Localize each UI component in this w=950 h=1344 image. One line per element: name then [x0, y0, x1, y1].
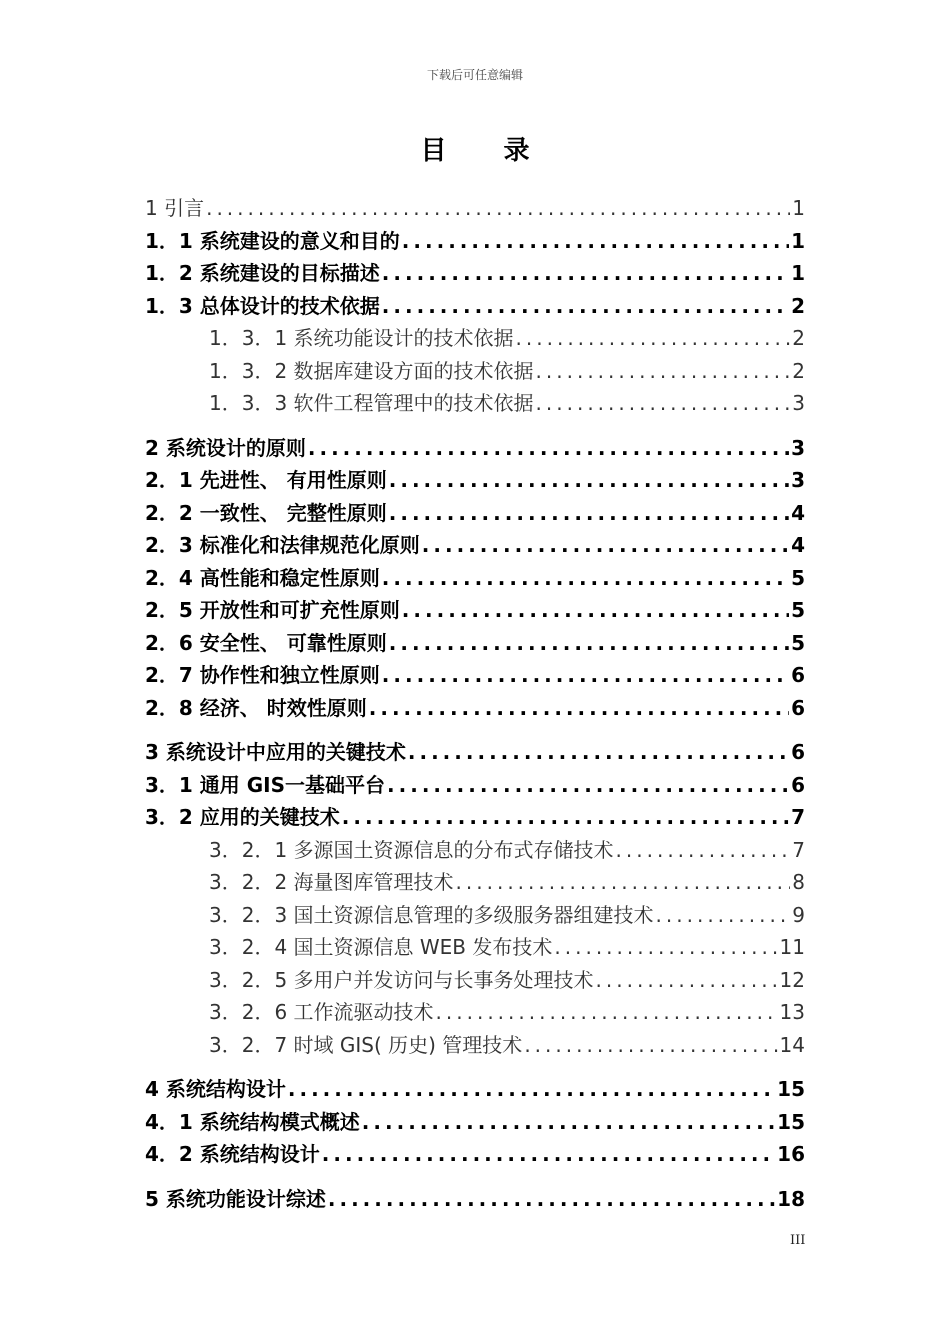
toc-dot-leader — [308, 432, 789, 465]
toc-entry[interactable] — [145, 692, 805, 725]
toc-dot-leader — [554, 931, 777, 964]
toc-entry[interactable] — [145, 866, 805, 899]
toc-dot-leader — [389, 464, 789, 497]
toc-entry-page: 1 — [792, 196, 805, 220]
toc-dot-leader — [382, 257, 789, 290]
toc-entry-title: 4 系统结构设计 — [145, 1077, 286, 1101]
toc-entry-page: 4 — [791, 533, 805, 557]
toc-entry[interactable] — [145, 1029, 805, 1062]
toc-entry-title: 1 引言 — [145, 196, 205, 220]
toc-entry-page: 2 — [792, 358, 805, 383]
toc-entry[interactable] — [145, 594, 805, 627]
toc-entry-page: 6 — [791, 772, 805, 797]
toc-entry-page: 6 — [791, 740, 805, 764]
toc-entry-title: 2．8 经济、 时效性原则 — [145, 695, 367, 720]
toc-entry-title: 2．6 安全性、 可靠性原则 — [145, 630, 387, 655]
toc-entry[interactable] — [145, 192, 805, 225]
toc-dot-leader — [456, 866, 791, 899]
toc-entry-title: 2．4 高性能和稳定性原则 — [145, 565, 380, 590]
toc-dot-leader — [524, 1029, 777, 1062]
toc-entry-page: 15 — [777, 1109, 805, 1134]
toc-dot-leader — [422, 529, 789, 562]
toc-entry-page: 8 — [792, 870, 805, 894]
toc-entry[interactable] — [145, 769, 805, 802]
toc-entry[interactable] — [145, 996, 805, 1029]
toc-dot-leader — [596, 964, 778, 997]
toc-entry-title: 3．2．4 国土资源信息 WEB 发布技术 — [209, 935, 553, 959]
toc-entry[interactable] — [145, 964, 805, 997]
toc-entry[interactable] — [145, 562, 805, 595]
toc-dot-leader — [288, 1073, 775, 1106]
toc-entry-title: 2 系统设计的原则 — [145, 435, 306, 460]
toc-dot-leader — [536, 355, 791, 388]
toc-dot-leader — [436, 996, 778, 1029]
toc-entry-title: 4．1 系统结构模式概述 — [145, 1109, 360, 1134]
toc-entry[interactable] — [145, 464, 805, 497]
toc-entry-title: 3．2．3 国土资源信息管理的多级服务器组建技术 — [209, 902, 654, 927]
toc-entry-title: 1．1 系统建设的意义和目的 — [145, 228, 400, 253]
toc-entry-title: 3 系统设计中应用的关键技术 — [145, 740, 406, 764]
toc-dot-leader — [206, 192, 790, 225]
toc-entry-page: 5 — [791, 598, 805, 622]
toc-entry[interactable] — [145, 355, 805, 388]
toc-dot-leader — [369, 692, 789, 725]
table-of-contents — [145, 192, 805, 1215]
toc-dot-leader — [402, 594, 789, 627]
toc-entry[interactable] — [145, 225, 805, 258]
toc-dot-leader — [322, 1138, 775, 1171]
toc-entry-title: 3．1 通用 GIS一基础平台 — [145, 772, 386, 797]
toc-entry-page: 11 — [779, 935, 805, 959]
toc-entry-page: 3 — [792, 391, 805, 415]
toc-entry[interactable] — [145, 931, 805, 964]
toc-entry[interactable] — [145, 322, 805, 355]
toc-dot-leader — [382, 562, 789, 595]
toc-entry-title: 1．3．3 软件工程管理中的技术依据 — [209, 391, 534, 415]
toc-dot-leader — [389, 627, 789, 660]
toc-entry-page: 13 — [779, 1000, 805, 1024]
toc-entry-title: 2．5 开放性和可扩充性原则 — [145, 598, 400, 622]
toc-entry-title: 3．2．7 时域 GIS( 历史) 管理技术 — [209, 1032, 523, 1057]
toc-entry-title: 4．2 系统结构设计 — [145, 1142, 320, 1166]
toc-entry-title: 5 系统功能设计综述 — [145, 1186, 326, 1211]
toc-dot-leader — [536, 387, 791, 420]
toc-entry[interactable] — [145, 1073, 805, 1106]
toc-entry-page: 1 — [791, 261, 805, 285]
toc-entry-page: 6 — [791, 663, 805, 687]
toc-dot-leader — [408, 736, 789, 769]
toc-entry[interactable] — [145, 387, 805, 420]
toc-entry-title: 3．2．1 多源国土资源信息的分布式存储技术 — [209, 837, 614, 862]
toc-entry-title: 3．2．2 海量图库管理技术 — [209, 870, 454, 894]
toc-entry-page: 3 — [791, 435, 805, 460]
header-note: 下载后可任意编辑 — [426, 68, 523, 82]
toc-entry-page: 16 — [777, 1142, 805, 1166]
toc-entry-title: 3．2．5 多用户并发访问与长事务处理技术 — [209, 967, 594, 992]
toc-entry-title: 1．3 总体设计的技术依据 — [145, 293, 380, 318]
toc-entry[interactable] — [145, 497, 805, 530]
toc-dot-leader — [328, 1183, 775, 1216]
toc-dot-leader — [362, 1106, 775, 1139]
toc-entry[interactable] — [145, 1106, 805, 1139]
toc-entry[interactable] — [145, 627, 805, 660]
toc-dot-leader — [616, 834, 791, 867]
toc-entry[interactable] — [145, 290, 805, 323]
toc-entry-page: 1 — [791, 228, 805, 253]
page-title: 目 录 — [420, 136, 554, 166]
toc-entry-page: 5 — [791, 630, 805, 655]
toc-entry[interactable] — [145, 257, 805, 290]
toc-dot-leader — [389, 497, 789, 530]
toc-entry-page: 3 — [791, 468, 805, 492]
toc-entry-page: 7 — [791, 805, 805, 829]
toc-entry-title: 2．3 标准化和法律规范化原则 — [145, 533, 420, 557]
toc-entry[interactable] — [145, 432, 805, 465]
toc-entry-title: 2．7 协作性和独立性原则 — [145, 663, 380, 687]
toc-entry-title: 3．2 应用的关键技术 — [145, 805, 340, 829]
toc-dot-leader — [656, 899, 791, 932]
toc-entry[interactable] — [145, 736, 805, 769]
toc-entry-title: 1．3．2 数据库建设方面的技术依据 — [209, 358, 534, 383]
toc-dot-leader — [342, 801, 789, 834]
toc-entry-title: 1．3．1 系统功能设计的技术依据 — [209, 326, 514, 350]
toc-dot-leader — [402, 225, 789, 258]
toc-entry-page: 7 — [792, 837, 805, 862]
toc-entry[interactable] — [145, 1183, 805, 1216]
page-number-footer: III — [790, 1233, 806, 1248]
toc-dot-leader — [382, 290, 789, 323]
toc-entry-title: 1．2 系统建设的目标描述 — [145, 261, 380, 285]
toc-entry[interactable] — [145, 529, 805, 562]
toc-entry-page: 18 — [777, 1186, 805, 1211]
toc-entry-title: 3．2．6 工作流驱动技术 — [209, 1000, 434, 1024]
toc-entry-page: 2 — [791, 293, 805, 318]
toc-entry-page: 2 — [792, 326, 805, 350]
toc-entry[interactable] — [145, 899, 805, 932]
toc-entry-page: 6 — [791, 695, 805, 720]
toc-dot-leader — [387, 769, 789, 802]
toc-entry[interactable] — [145, 834, 805, 867]
toc-entry[interactable] — [145, 659, 805, 692]
toc-entry-page: 15 — [777, 1077, 805, 1101]
toc-entry-page: 9 — [792, 902, 805, 927]
toc-entry[interactable] — [145, 801, 805, 834]
toc-dot-leader — [382, 659, 789, 692]
toc-entry-title: 2．2 一致性、 完整性原则 — [145, 500, 387, 525]
toc-entry-title: 2．1 先进性、 有用性原则 — [145, 468, 387, 492]
toc-entry[interactable] — [145, 1138, 805, 1171]
toc-entry-page: 5 — [791, 565, 805, 590]
toc-dot-leader — [516, 322, 791, 355]
toc-entry-page: 14 — [779, 1032, 805, 1057]
toc-entry-page: 4 — [791, 500, 805, 525]
toc-entry-page: 12 — [779, 967, 805, 992]
